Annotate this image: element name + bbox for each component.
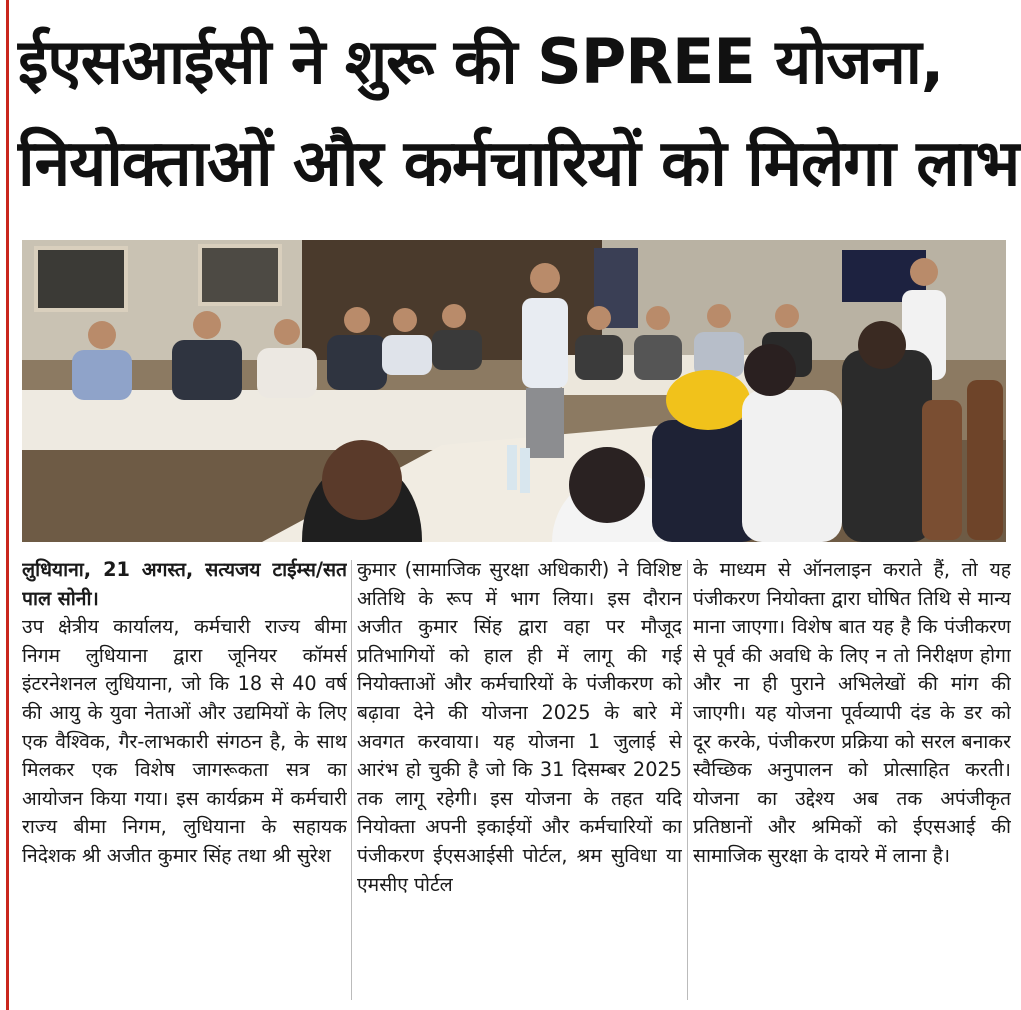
article-column-3	[693, 556, 1011, 1006]
headline-line-2: नियोक्ताओं और कर्मचारियों को मिलेगा लाभ	[18, 127, 1020, 201]
event-photo	[22, 240, 1006, 542]
article-text-col3: के माध्यम से ऑनलाइन कराते हैं, तो यह पंजीकरण नियोक्ता द्वारा घोषित तिथि से मान्य माना जाएगा। विशेष बात यह है कि पंजीकरण से पूर्व की अवधि के लिए न तो निरीक्षण होगा और ना ही पुराने अभिलेखों की मांग की जाएगी। यह योजना पूर्वव्यापी दंड के डर को दूर करके, पंजीकरण प्रक्रिया को सरल बनाकर स्वैच्छिक अनुपालन को प्रोत्साहित करती। योजना का उद्देश्य अब तक अपंजीकृत प्रतिष्ठानों और श्रमिकों को ईएसआई की सामाजिक सुरक्षा के दायरे में लाना है।	[693, 558, 1011, 867]
article-column-1	[22, 556, 347, 1006]
article-dateline: लुधियाना, 21 अगस्त, सत्यजय टाईम्स/सत पाल सोनी।	[22, 558, 347, 610]
article-column-2	[357, 556, 682, 1006]
article-text-col2: कुमार (सामाजिक सुरक्षा अधिकारी) ने विशिष्ट अतिथि के रूप में भाग लिया। इस दौरान अजीत कुमार सिंह द्वारा वहा पर मौजूद प्रतिभागियों को हाल ही में लागू की गई नियोक्ताओं और कर्मचारियों के पंजीकरण को बढ़ावा देने की योजना 2025 के बारे में अवगत करवाया। यह योजना 1 जुलाई से आरंभ हो चुकी है जो कि 31 दिसम्बर 2025 तक लागू रहेगी। इस योजना के तहत यदि नियोक्ता अपनी इकाईयों और कर्मचारियों का पंजीकरण ईएसआईसी पोर्टल, श्रम सुविधा या एमसीए पोर्टल	[357, 558, 682, 896]
headline-line-1: ईएसआईसी ने शुरू की SPREE योजना,	[18, 25, 944, 98]
red-margin-line	[6, 0, 9, 1010]
article-text-col1: उप क्षेत्रीय कार्यालय, कर्मचारी राज्य बीमा निगम लुधियाना द्वारा जूनियर कॉमर्स इंटरनेशनल लुधियाना, जो कि 18 से 40 वर्ष की आयु के युवा नेताओं और उद्यमियों के लिए एक वैश्विक, गैर-लाभकारी संगठन है, के साथ मिलकर एक विशेष जागरूकता सत्र का आयोजन किया गया। इस कार्यक्रम में कर्मचारी राज्य बीमा निगम, लुधियाना के सहायक निदेशक श्री अजीत कुमार सिंह तथा श्री सुरेश	[22, 615, 347, 867]
column-divider	[687, 560, 688, 1000]
column-divider	[351, 560, 352, 1000]
